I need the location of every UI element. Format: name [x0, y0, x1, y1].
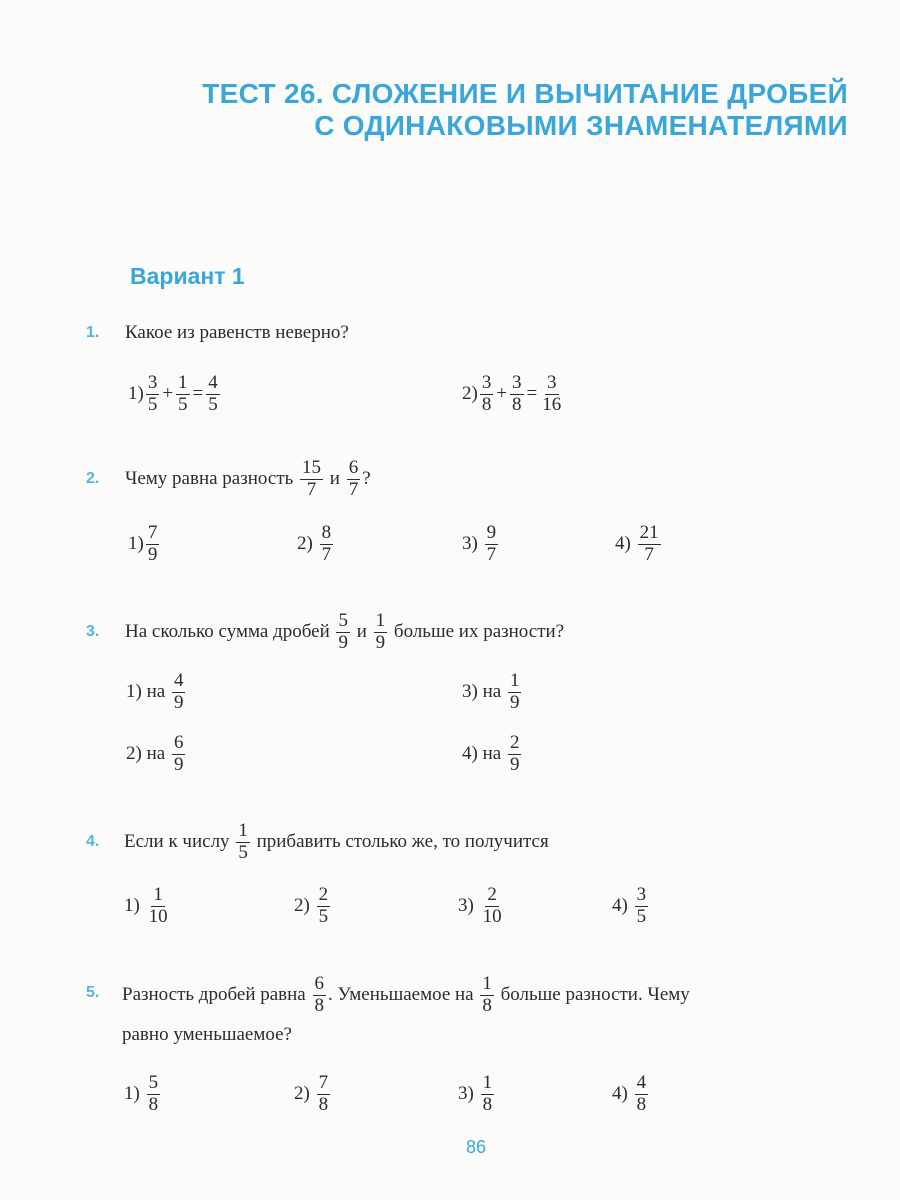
- fraction: $\frac{6}{8}$: [314, 973, 324, 1016]
- operator: =: [526, 383, 538, 405]
- fraction: $\frac{3}{5}$: [636, 884, 647, 927]
- answer-option[interactable]: 4) $\frac{4}{8}$: [612, 1072, 647, 1115]
- answer-option[interactable]: [128, 373, 222, 416]
- test-title-line2: С ОДИНАКОВЫМИ ЗНАМЕНАТЕЛЯМИ: [314, 110, 848, 141]
- answer-option[interactable]: 3) $\frac{1}{8}$: [458, 1072, 493, 1115]
- answer-option[interactable]: 3) $\frac{9}{7}$: [462, 522, 497, 565]
- question-text: Чему равна разность $\frac{15}{7}$ и $\frac{6}{7}$ ?: [125, 457, 371, 500]
- option-label: 1): [128, 383, 144, 405]
- answer-option[interactable]: 2) $\frac{7}{8}$: [294, 1072, 329, 1115]
- fraction: $\frac{6}{7}$: [348, 457, 359, 500]
- answer-option[interactable]: 1) $\frac{5}{8}$: [124, 1072, 159, 1115]
- answer-option[interactable]: 4) $\frac{21}{7}$: [615, 522, 659, 565]
- fraction: $\frac{9}{7}$: [486, 522, 497, 565]
- fraction: $\frac{5}{8}$: [148, 1072, 159, 1115]
- fraction: $\frac{4}{9}$: [173, 670, 184, 713]
- fraction: $\frac{2}{9}$: [509, 732, 520, 775]
- fraction: $\frac{2}{5}$: [318, 884, 329, 927]
- answer-option[interactable]: [462, 373, 565, 416]
- fraction: $\frac{6}{9}$: [173, 732, 184, 775]
- answer-option[interactable]: 1) $\frac{1}{10}$: [124, 884, 168, 927]
- question-text-line2: равно уменьшаемое?: [122, 1024, 292, 1045]
- fraction: $\frac{8}{7}$: [321, 522, 332, 565]
- operator: +: [162, 383, 174, 405]
- question-number: 3.: [86, 623, 100, 640]
- fraction: $\frac{3}{5}$: [147, 372, 158, 415]
- answer-option[interactable]: 4) на $\frac{2}{9}$: [462, 732, 520, 775]
- question-number: 5.: [86, 984, 100, 1001]
- operator: =: [192, 383, 204, 405]
- test-title-line1: ТЕСТ 26. СЛОЖЕНИЕ И ВЫЧИТАНИЕ ДРОБЕЙ: [202, 78, 848, 109]
- page-number: 86: [466, 1137, 487, 1157]
- answer-option[interactable]: 2) $\frac{2}{5}$: [294, 884, 329, 927]
- fraction: $\frac{1}{8}$: [482, 1072, 493, 1115]
- question-text: Какое из равенств неверно?: [125, 322, 349, 343]
- fraction: $\frac{3}{16}$: [542, 372, 562, 415]
- answer-option[interactable]: 2) $\frac{8}{7}$: [297, 522, 332, 565]
- fraction: $\frac{3}{8}$: [481, 372, 492, 415]
- fraction: $\frac{3}{8}$: [512, 372, 522, 415]
- option-label: 2): [462, 383, 478, 405]
- fraction: $\frac{1}{10}$: [148, 884, 168, 927]
- question-number: 4.: [86, 833, 100, 850]
- fraction: $\frac{4}{5}$: [208, 372, 218, 415]
- answer-option[interactable]: 2) на $\frac{6}{9}$: [126, 732, 184, 775]
- question-text: Разность дробей равна $\frac{6}{8}$ . Уменьшаемое на $\frac{1}{8}$ больше разности. Чему: [122, 973, 690, 1016]
- question-text: Если к числу $\frac{1}{5}$ прибавить столько же, то получится: [124, 820, 549, 863]
- answer-option[interactable]: 1) $\frac{7}{9}$: [128, 522, 158, 565]
- question-text: На сколько сумма дробей $\frac{5}{9}$ и $\frac{1}{9}$ больше их разности?: [125, 610, 565, 653]
- answer-option[interactable]: 1) на $\frac{4}{9}$: [126, 670, 184, 713]
- fraction: $\frac{1}{8}$: [482, 973, 492, 1016]
- fraction: $\frac{1}{9}$: [509, 670, 520, 713]
- answer-option[interactable]: 3) на $\frac{1}{9}$: [462, 670, 520, 713]
- operator: +: [496, 383, 508, 405]
- fraction: $\frac{2}{10}$: [482, 884, 502, 927]
- variant-heading: Вариант 1: [130, 263, 245, 289]
- fraction: $\frac{1}{9}$: [375, 610, 386, 653]
- question-number: 1.: [86, 324, 100, 341]
- question-number: 2.: [86, 470, 100, 487]
- fraction: $\frac{5}{9}$: [338, 610, 348, 653]
- fraction: $\frac{1}{5}$: [178, 372, 188, 415]
- fraction: $\frac{1}{5}$: [238, 820, 248, 863]
- fraction: $\frac{15}{7}$: [302, 457, 322, 500]
- fraction: $\frac{21}{7}$: [639, 522, 659, 565]
- fraction: $\frac{4}{8}$: [636, 1072, 647, 1115]
- fraction: $\frac{7}{8}$: [318, 1072, 329, 1115]
- fraction: $\frac{7}{9}$: [147, 522, 158, 565]
- answer-option[interactable]: 3) $\frac{2}{10}$: [458, 884, 502, 927]
- answer-option[interactable]: 4) $\frac{3}{5}$: [612, 884, 647, 927]
